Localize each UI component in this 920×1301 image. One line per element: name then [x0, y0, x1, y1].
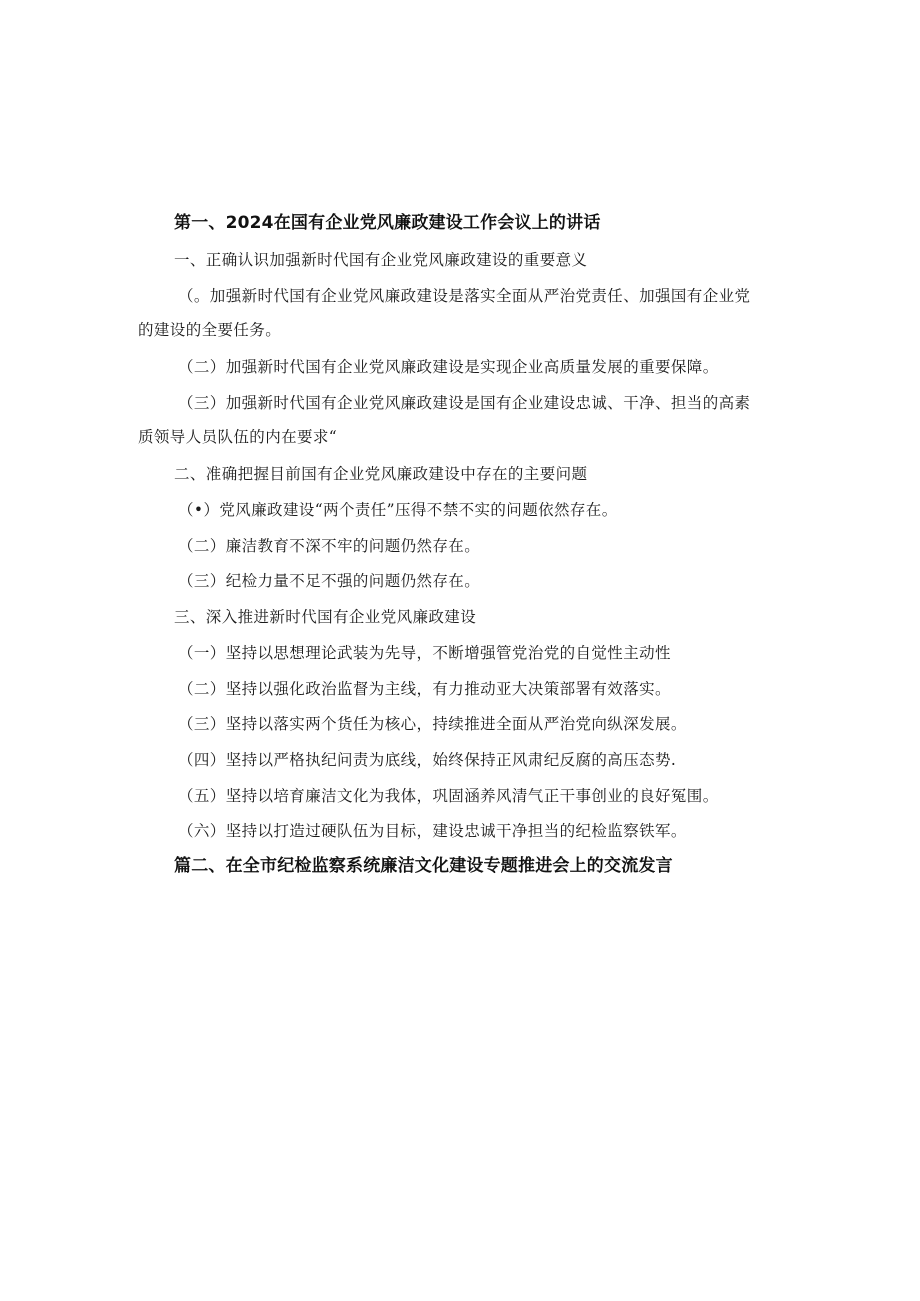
- section-3-item-6: （六）坚持以打造过硬队伍为目标，建设忠诚干净担当的纪检监察铁军。: [178, 822, 687, 840]
- section-3-title: 三、深入推进新时代国有企业党风廉政建设: [174, 608, 477, 626]
- section-2-item-2: （二）廉洁教育不深不牢的问题仍然存在。: [178, 537, 481, 555]
- section-1-item-3-line-2: 质领导人员队伍的内在要求“: [138, 428, 338, 446]
- section-3-item-5: （五）坚持以培育廉洁文化为我体，巩固涵养风清气正干事创业的良好冤围。: [178, 787, 719, 805]
- section-1-title: 一、正确认识加强新时代国有企业党风廉政建设的重要意义: [174, 251, 588, 269]
- document-heading-2: 篇二、在全市纪检监察系统廉洁文化建设专题推进会上的交流发言: [174, 856, 673, 876]
- document-heading-1: 第一、2024在国有企业党风廉政建设工作会议上的讲话: [174, 213, 601, 233]
- section-1-item-1-line-1: （。加强新时代国有企业党风廉政建设是落实全面从严治党责任、加强国有企业党: [178, 287, 751, 305]
- section-3-item-4: （四）坚持以严格执纪问责为底线，始终保持正风肃纪反腐的高压态势.: [178, 751, 677, 769]
- section-3-item-3: （三）坚持以落实两个货任为核心，持续推进全面从严治党向纵深发展。: [178, 715, 687, 733]
- section-1-item-2: （二）加强新时代国有企业党风廉政建设是实现企业高质量发展的重要保障。: [178, 358, 719, 376]
- section-1-item-3-line-1: （三）加强新时代国有企业党风廉政建设是国有企业建设忠诚、干净、担当的高素: [178, 394, 751, 412]
- section-2-title: 二、准确把握目前国有企业党风廉政建设中存在的主要问题: [174, 465, 588, 483]
- section-2-item-1: （•）党风廉政建设“两个责任”压得不禁不实的问题依然存在。: [178, 501, 618, 519]
- section-3-item-2: （二）坚持以强化政治监督为主线，有力推动亚大决策部署有效落实。: [178, 680, 671, 698]
- section-2-item-3: （三）纪检力量不足不强的问题仍然存在。: [178, 572, 481, 590]
- section-1-item-1-line-2: 的建设的全要任务。: [138, 321, 282, 339]
- section-3-item-1: （一）坚持以思想理论武装为先导，不断增强管党治党的自觉性主动性: [178, 644, 671, 662]
